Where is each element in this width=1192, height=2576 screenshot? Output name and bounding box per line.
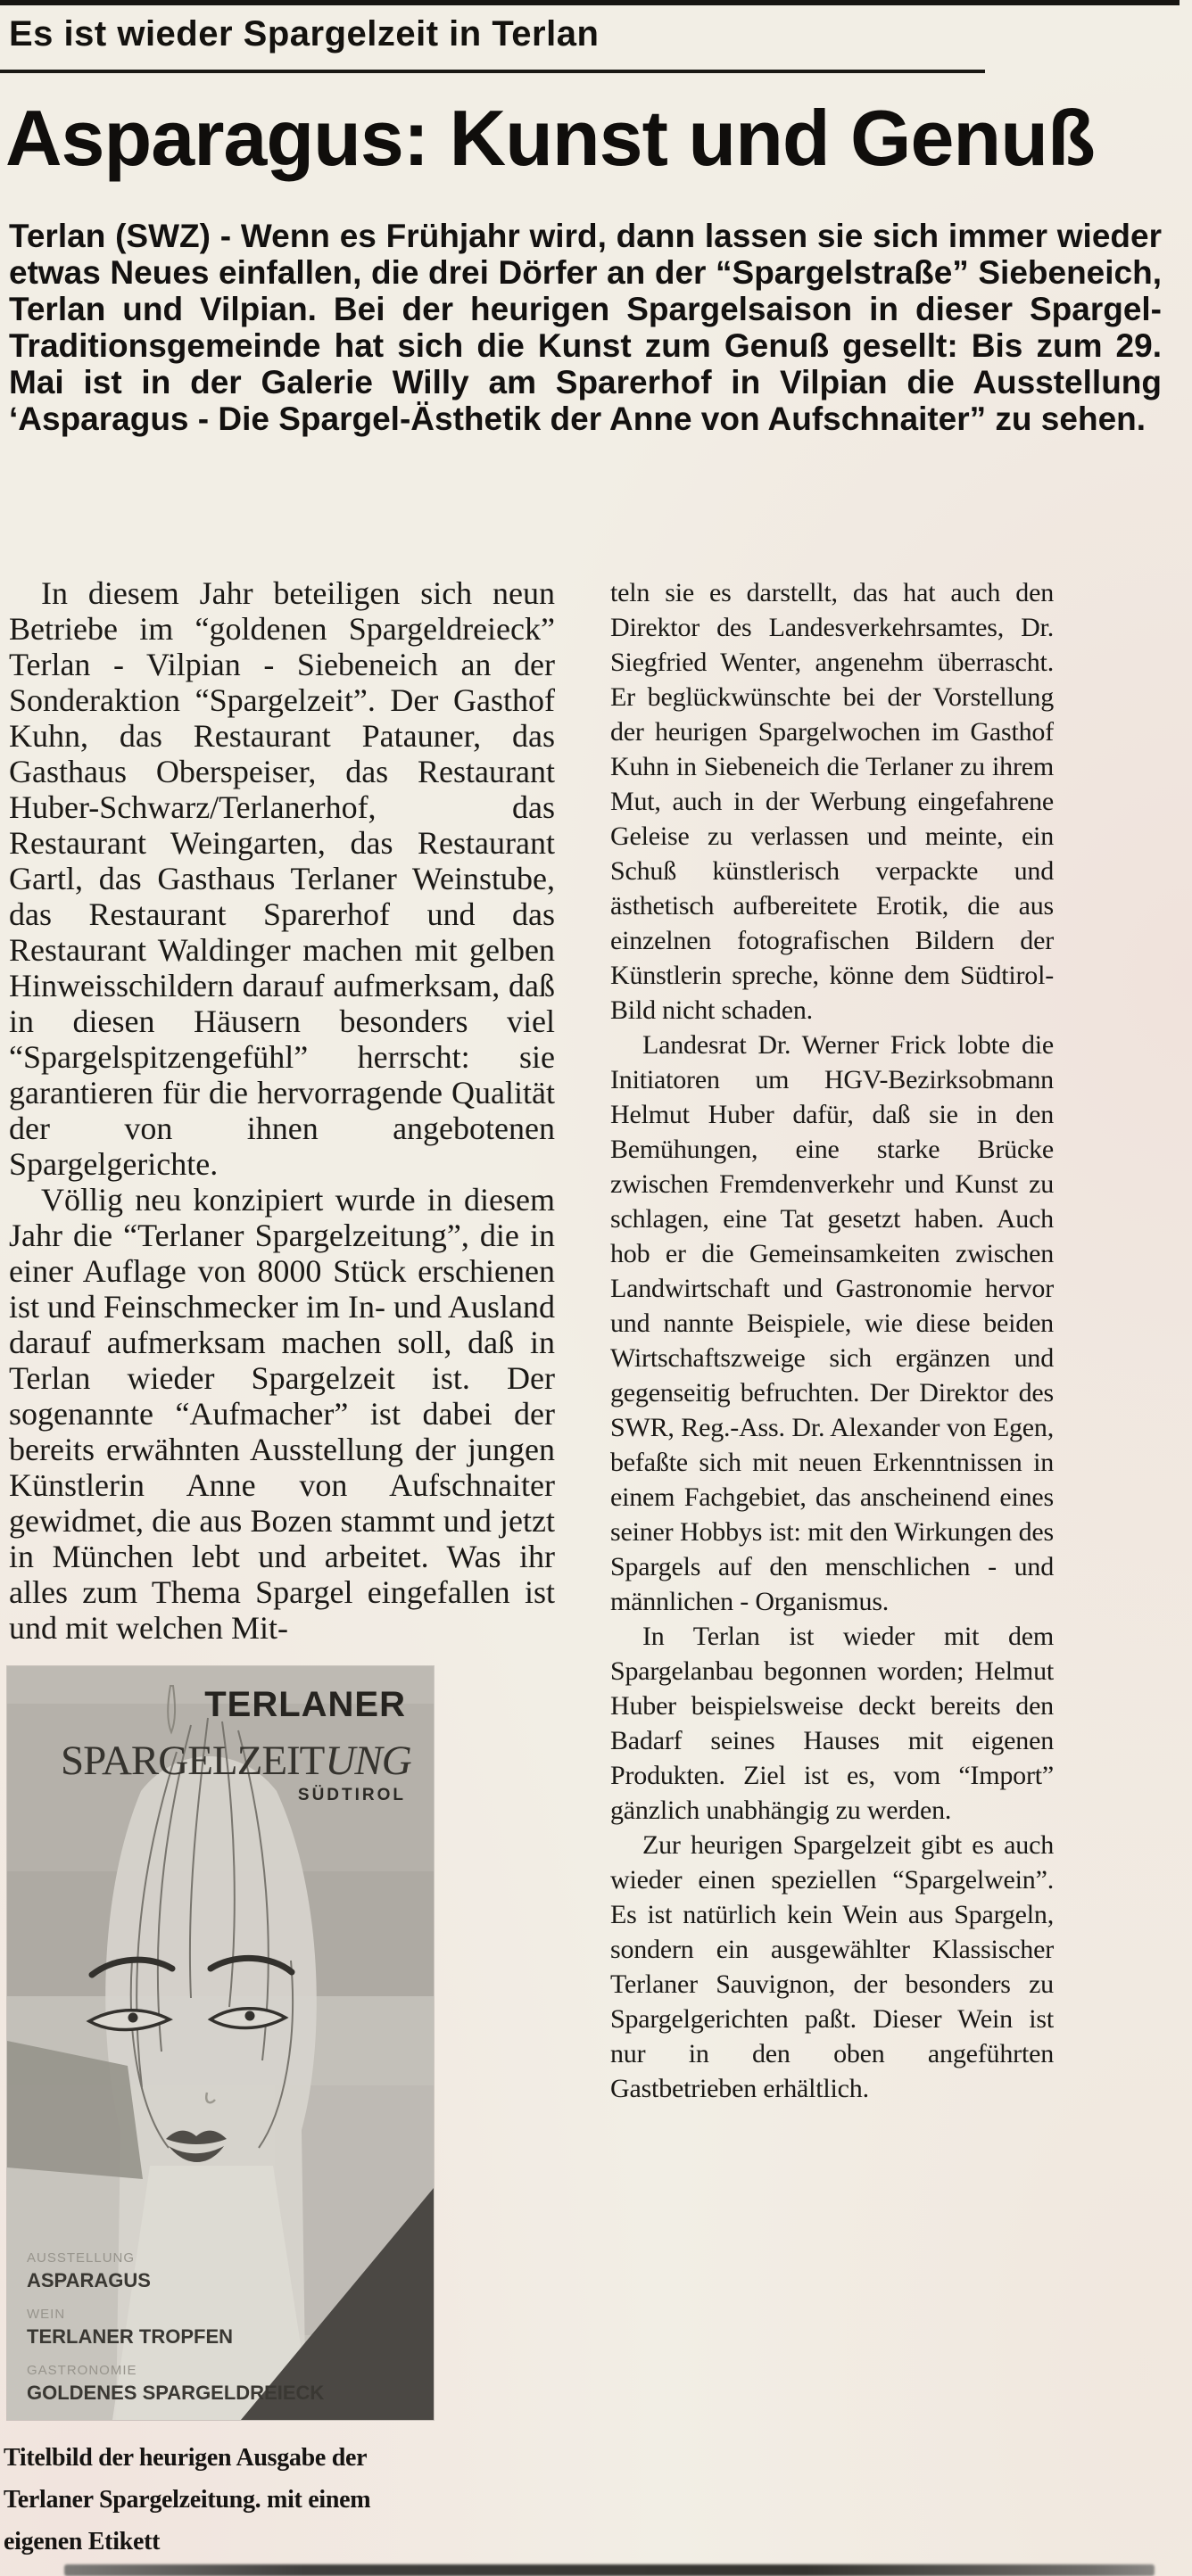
poster-label-value: TERLANER TROPFEN [27, 2325, 233, 2348]
poster-label-category: WEIN [27, 2307, 66, 2322]
body-paragraph: teln sie es darstellt, das hat auch den Direktor des Landesverkehrsamtes, Dr. Siegfried Wenter, angenehm überrascht. Er beglückwünschte bei der Vorstellung der heurigen Spargelwochen im Gasthof Kuhn in Siebeneich die Terlaner zu ihrem Mut, auch in der Werbung eingefahrene Geleise zu verlassen und meinte, ein Schuß künstlerisch verpackte und ästhetisch aufbereitete Erotik, die aus einzelnen fotografischen Bildern der Künstlerin spreche, könne dem Südtirol-Bild nicht schaden. [610, 578, 1054, 1025]
poster-title: SPARGELZEITUNG [61, 1738, 411, 1784]
body-column-right [610, 575, 1054, 2181]
kicker-underline-rule [0, 70, 985, 73]
body-paragraph: Völlig neu konzipiert wurde in diesem Jahr die “Terlaner Spargelzeitung”, die in einer Auflage von 8000 Stück erschienen ist und Feinschmecker im In- und Ausland darauf aufmerksam machen soll, daß in Terlan wieder Spargelzeit ist. Der sogenannte “Aufmacher” ist dabei der bereits erwähnten Ausstellung der jungen Künstlerin Anne von Aufschnaiter gewidmet, die aus Bozen stammt und jetzt in München lebt und arbeitet. Was ihr alles zum Thema Spargel eingefallen ist und mit welchen Mit- [9, 1182, 555, 1646]
left-pupil [128, 2013, 138, 2023]
spargelzeitung-poster-image [7, 1666, 434, 2420]
body-paragraph: Zur heurigen Spargelzeit gibt es auch wieder einen speziellen “Spargelwein”. Es ist natürlich kein Wein aus Spargeln, sondern ein ausgewählter Klassischer Terlaner Sauvignon, der besonders zu Spargelgerichten paßt. Dieser Wein ist nur in den oben angeführten Gastbetrieben erhältlich. [610, 1830, 1054, 2103]
right-pupil [245, 2011, 255, 2021]
lead-paragraph: Terlan (SWZ) - Wenn es Frühjahr wird, dann lassen sie sich immer wieder etwas Neues einfallen, die drei Dörfer an der “Spargelstraße” Siebeneich, Terlan und Vilpian. Bei der heurigen Spargelsaison in dieser Spargel-Traditionsgemeinde hat sich die Kunst zum Genuß gesellt: Bis zum 29. Mai ist in der Galerie Willy am Sparerhof in Vilpian die Ausstellung ‘Asparagus - Die Spargel-Ästhetik der Anne von Aufschnaiter” zu sehen. [9, 218, 1162, 437]
poster-subtitle: SÜDTIROL [297, 1786, 406, 1804]
body-column-left [9, 575, 555, 1662]
poster-brand: TERLANER [204, 1685, 406, 1724]
kicker-headline: Es ist wieder Spargelzeit in Terlan [9, 14, 600, 54]
poster-label-value: GOLDENES SPARGELDREIECK [27, 2382, 325, 2404]
body-paragraph: Landesrat Dr. Werner Frick lobte die Initiatoren um HGV-Bezirksobmann Helmut Huber dafür, daß sie in den Bemühungen, eine starke Brücke zwischen Fremdenverkehr und Kunst zu schlagen, eine Tat gesetzt haben. Auch hob er die Gemeinsamkeiten zwischen Landwirtschaft und Gastronomie hervor und nannte Beispiele, wie diese beiden Wirtschaftszweige sich ergänzen und gegenseitig befruchten. Der Direktor des SWR, Reg.-Ass. Dr. Alexander von Egen, befaßte sich mit neuen Erkenntnissen in einem Fachgebiet, das anscheinend eines seiner Hobbys ist: mit den Wirkungen des Spargels auf den menschlichen - und männlichen - Organismus. [610, 1030, 1054, 1616]
top-rule [0, 0, 1180, 5]
photo-caption: Titelbild der heurigen Ausgabe der Terlaner Spargelzeitung. mit einem eigenen Etikett [4, 2444, 371, 2555]
poster-label-value: ASPARAGUS [27, 2269, 151, 2291]
main-headline: Asparagus: Kunst und Genuß [5, 94, 1095, 182]
poster-label-category: GASTRONOMIE [27, 2363, 137, 2378]
body-paragraph: In diesem Jahr beteiligen sich neun Betriebe im “goldenen Spargeldreieck” Terlan - Vilpian - Siebeneich an der Sonderaktion “Spargelzeit”. Der Gasthof Kuhn, das Restaurant Patauner, das Gasthaus Oberspeiser, das Restaurant Huber-Schwarz/Terlanerhof, das Restaurant Weingarten, das Restaurant Gartl, das Gasthaus Terlaner Weinstube, das Restaurant Sparerhof und das Restaurant Waldinger machen mit gelben Hinweisschildern darauf aufmerksam, daß in diesen Häusern besonders viel “Spargelspitzengefühl” herrscht: sie garantieren für die hervorragende Qualität der von ihnen angebotenen Spargelgerichte. [9, 575, 555, 1182]
poster-label-category: AUSSTELLUNG [27, 2250, 136, 2266]
body-paragraph: In Terlan ist wieder mit dem Spargelanbau begonnen worden; Helmut Huber beispielsweise deckt bereits den Badarf seines Hauses mit eigenen Produkten. Ziel ist es, vom “Import” gänzlich unabhängig zu werden. [610, 1622, 1054, 1825]
scan-edge-shadow [64, 2564, 1155, 2576]
